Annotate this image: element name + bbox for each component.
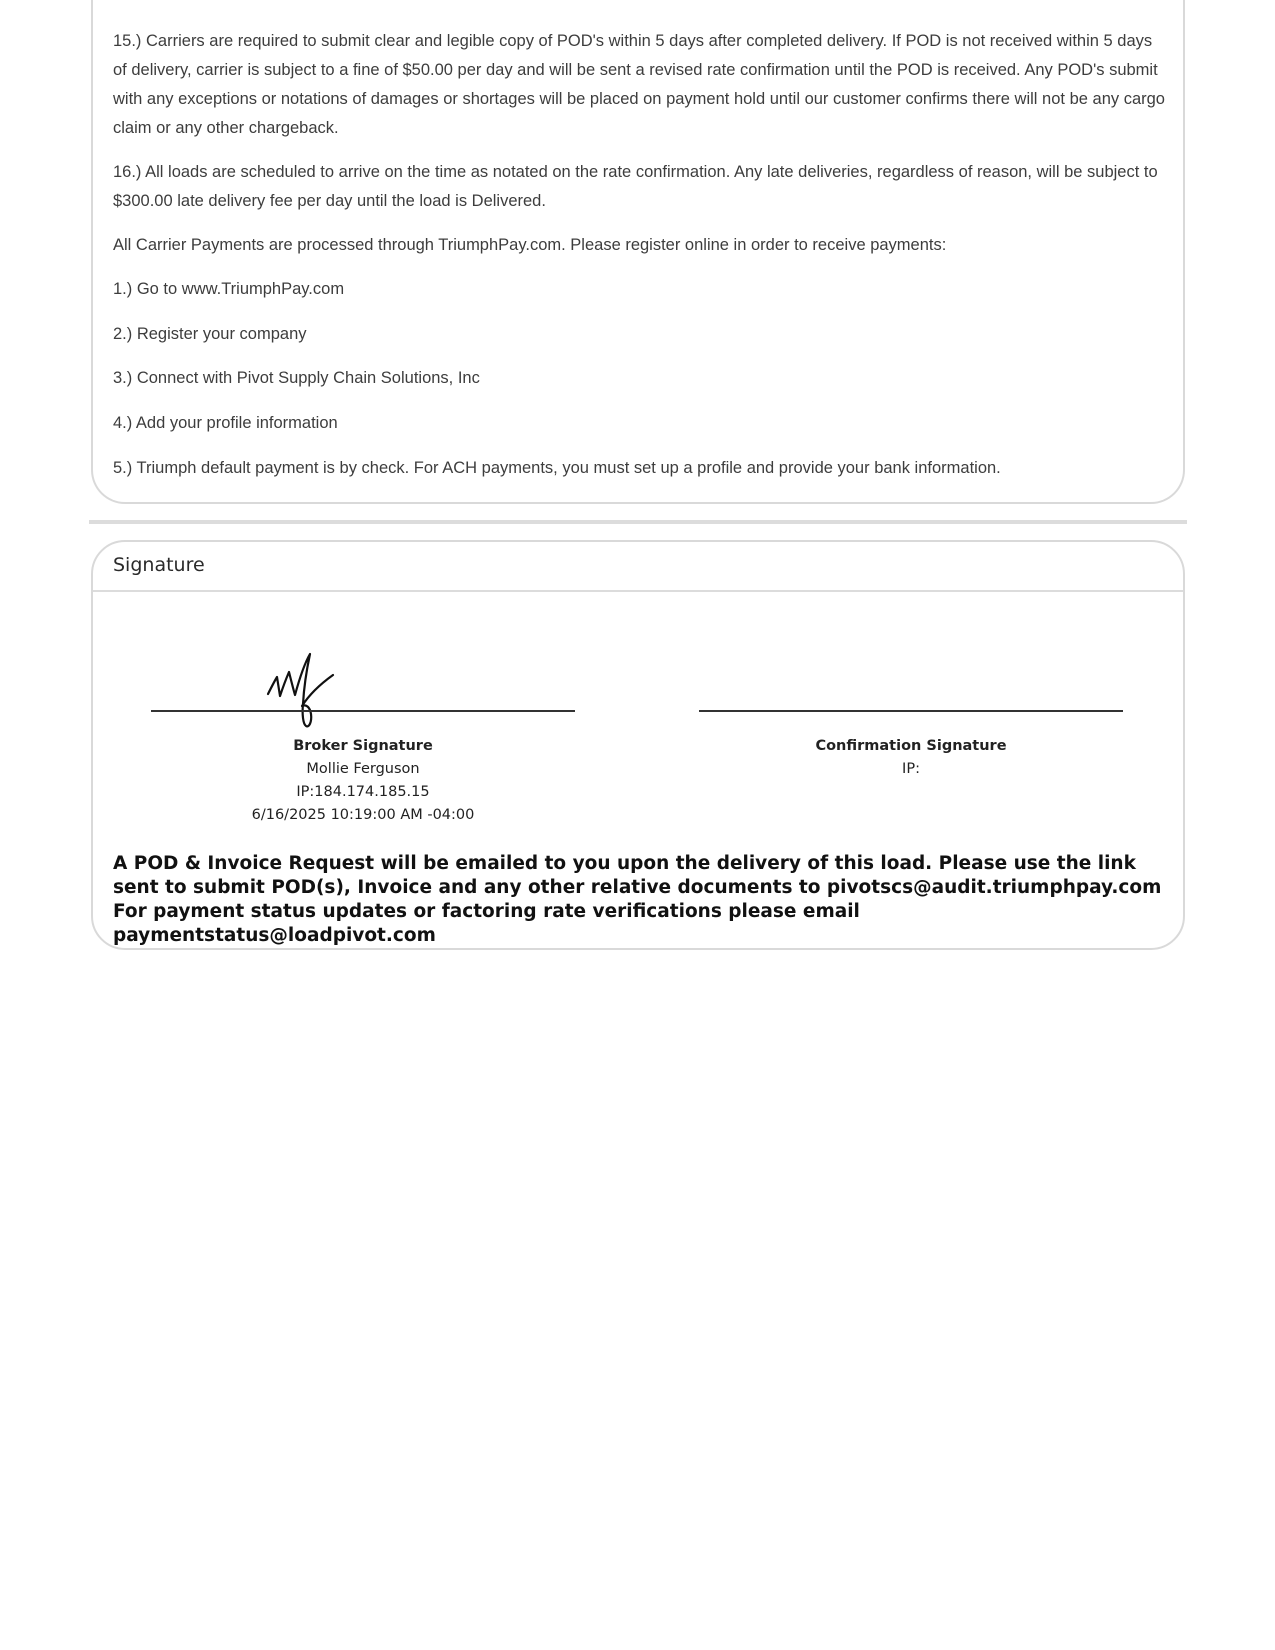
confirmation-signature-label: Confirmation Signature (815, 738, 1007, 754)
section-divider (89, 520, 1187, 524)
confirmation-ip: IP: (902, 761, 920, 777)
confirmation-signature-block (749, 735, 1073, 781)
payment-step-5: 5.) Triumph default payment is by check. For ACH payments, you must set up a profile and provide your bank information. (113, 459, 1001, 477)
confirmation-signature-line (699, 710, 1123, 712)
term-16: 16.) All loads are scheduled to arrive on the time as notated on the rate confirmation. Any late deliveries, regardless of reason, will be subject to $300.00 late delivery fee per day until the load is Delivered. (113, 163, 1158, 210)
payment-step-3: 3.) Connect with Pivot Supply Chain Solutions, Inc (113, 369, 480, 387)
broker-signature-block (201, 735, 525, 827)
broker-signed-date: 6/16/2025 10:19:00 AM -04:00 (251, 807, 475, 823)
payment-step-2: 2.) Register your company (113, 325, 307, 343)
broker-signature-image (265, 652, 365, 732)
payments-intro: All Carrier Payments are processed through TriumphPay.com. Please register online in order to receive payments: (113, 236, 947, 254)
broker-signature-line (151, 710, 575, 712)
signature-title: Signature (113, 554, 205, 576)
payment-step-1: 1.) Go to www.TriumphPay.com (113, 280, 345, 298)
signature-header-divider (93, 590, 1183, 592)
payment-step-4: 4.) Add your profile information (113, 414, 338, 432)
broker-ip: IP:184.174.185.15 (296, 784, 430, 800)
broker-signature-label: Broker Signature (293, 738, 433, 754)
term-15: 15.) Carriers are required to submit clear and legible copy of POD's within 5 days after completed delivery. If POD is not received within 5 days of delivery, carrier is subject to a fine of $50.00 per day and will be sent a revised rate confirmation until the POD is received. Any POD's submit with any exceptions or notations of damages or shortages will be placed on payment hold until our customer confirms there will not be any cargo claim or any other chargeback. (113, 32, 1165, 137)
broker-name: Mollie Ferguson (306, 761, 420, 777)
signature-card (91, 540, 1185, 950)
pod-invoice-notice: A POD & Invoice Request will be emailed to you upon the delivery of this load. Please use the link sent to submit POD(s), Invoice and any other relative documents to pivotscs@audit.triumphpay.com For payment status updates or factoring rate verifications please email paymentstatus@loadpivot.com (113, 853, 1162, 946)
